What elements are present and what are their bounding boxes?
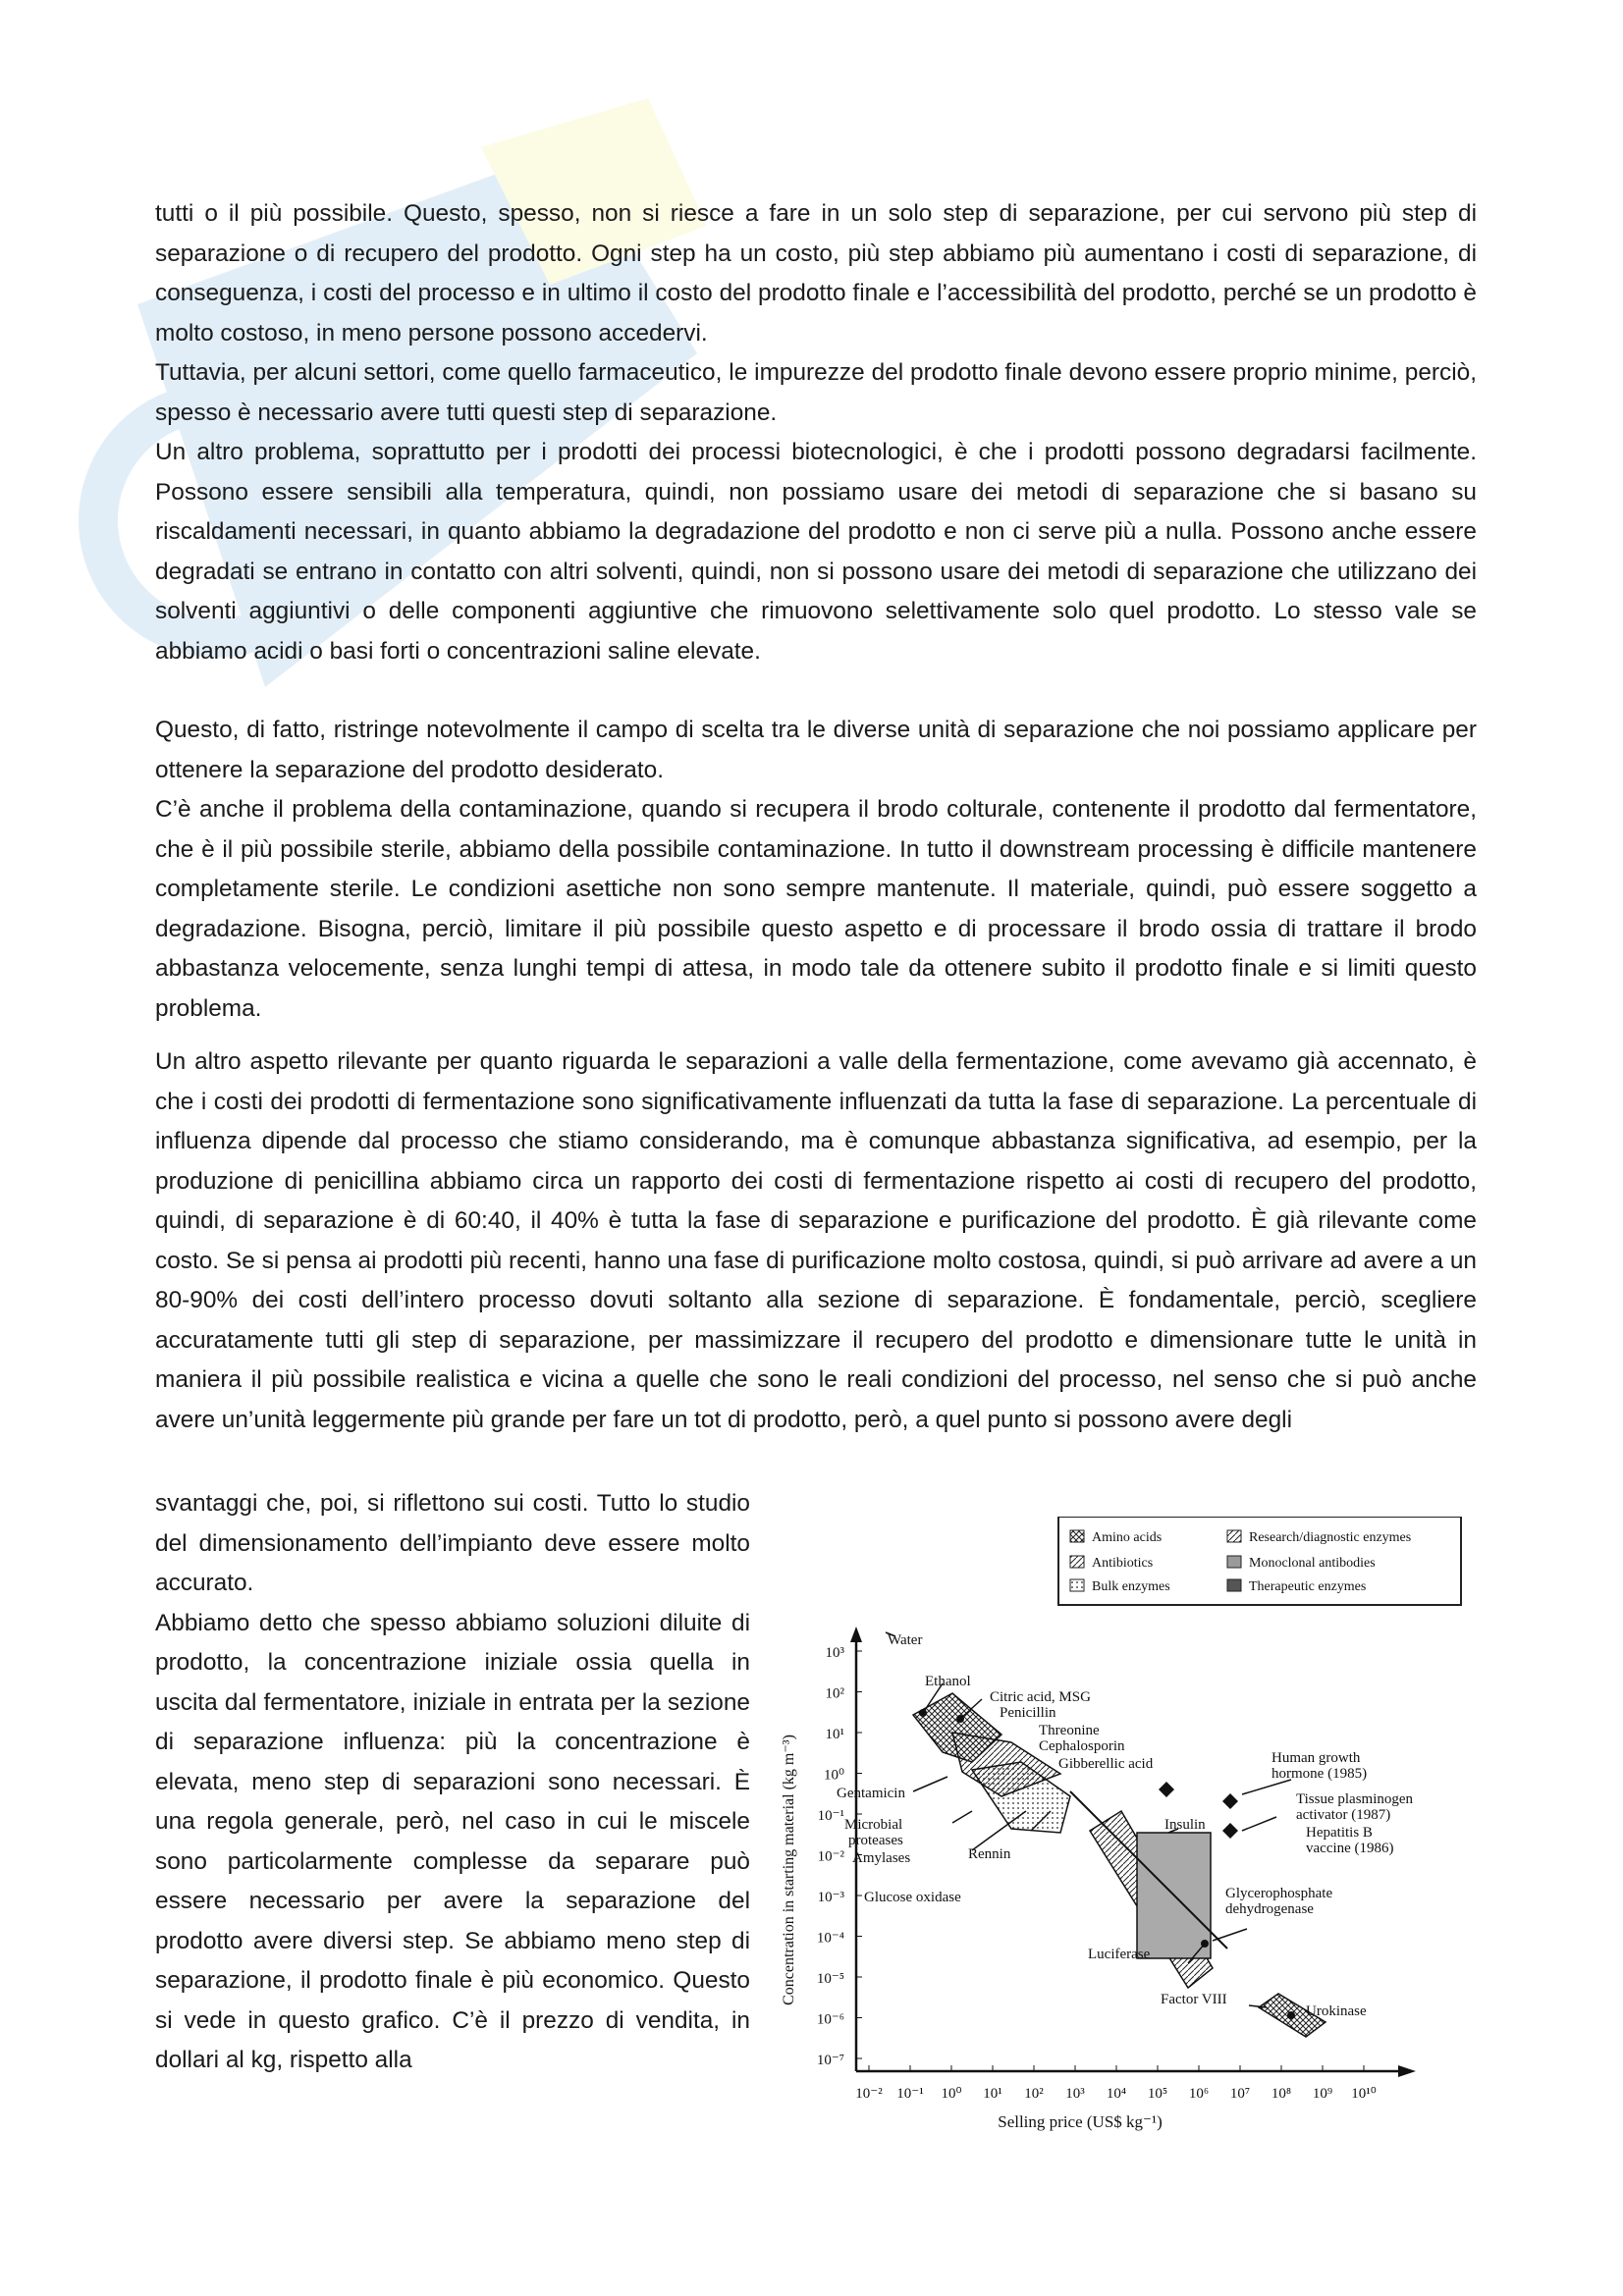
label-ethanol: Ethanol [925,1674,971,1689]
y-tick-label: 10⁻⁶ [816,2011,844,2028]
paragraph-2: Tuttavia, per alcuni settori, come quello farmaceutico, le impurezze del prodotto finale devono essere proprio minime, perciò, spesso è necessario avere tutti questi step di separazione. [155,359,1477,426]
paragraph-8: Abbiamo detto che spesso abbiamo soluzioni diluite di prodotto, la concentrazione iniziale ossia quella in uscita dal fermentatore, iniziale in entrata per la sezione di separazione influenza: più la concentrazione è elevata, meno step di separazioni sono necessari. È una regola generale, però, nel caso in cui le miscele sono particolarmente complesse da separare può essere necessario per avere la separazione del prodotto avere diversi step. Se abbiamo meno step di separazione, il prodotto finale è più economico. Questo si vede in questo grafico. C’è il prezzo di vendita, in dollari al kg, rispetto alla [155,1609,750,2073]
label-insulin: Insulin [1164,1817,1206,1833]
x-tick-label: 10¹ [983,2086,1002,2102]
y-tick-label: 10¹ [825,1727,844,1742]
label-citric: Citric acid, MSG [990,1689,1091,1705]
label-rennin: Rennin [968,1846,1011,1862]
paragraph-5: C’è anche il problema della contaminazione, quando si recupera il brodo colturale, contenente il prodotto dal fermentatore, che è il più possibile sterile, abbiamo della possibile contaminazione. In tutto il downstream processing è difficile mantenere completamente sterile. Le condizioni asettiche non sono sempre mantenute. Il materiale, quindi, può essere soggetto a degradazione. Bisogna, perciò, limitare il più possibile questo aspetto e di processare il brodo ossia di trattare il brodo abbastanza velocemente, senza lunghi tempi di attesa, in modo tale da ottenere subito il prodotto finale e si limiti questo problema. [155,796,1477,1022]
paragraph-6: Un altro aspetto rilevante per quanto riguarda le separazioni a valle della fermentazione, come avevamo già accennato, è che i costi dei prodotti di fermentazione sono significativamente influenzati da tutta la fase di separazione. La percentuale di influenza dipende dal processo che stiamo considerando, ma è comunque abbastanza significativa, ad esempio, per la produzione di penicillina abbiamo circa un rapporto dei costi di fermentazione rispetto ai costi di recupero del prodotto, quindi, di separazione è di 60:40, il 40% è tutta la fase di separazione e purificazione del prodotto. È già rilevante come costo. Se si pensa ai prodotti più recenti, hanno una fase di purificazione molto costosa, quindi, si può arrivare ad avere a un 80-90% dei costi dell’intero processo dovuti soltanto alla sezione di separazione. È fondamentale, perciò, scegliere accuratamente tutti gli step di separazione, per massimizzare il recupero del prodotto e dimensionare tutte le unità in maniera il più possibile realistica e vicina a quelle che sono le reali condizioni del processo, nel senso che si può anche avere un’unità leggermente più grande per fare un tot di prodotto, però, a quel punto si possono avere degli [155,1048,1477,1433]
label-tpa-1: Tissue plasminogen [1296,1791,1414,1807]
label-hgh-2: hormone (1985) [1271,1766,1368,1782]
main-text [155,194,1477,1440]
y-tick-label: 10⁻⁷ [816,2053,844,2068]
label-gibberellic: Gibberellic acid [1058,1756,1154,1772]
y-tick-label: 10⁰ [823,1767,844,1784]
x-tick-label: 10³ [1065,2086,1085,2102]
x-tick-label: 10⁷ [1229,2086,1251,2102]
price-concentration-figure [776,1517,1483,2145]
paragraph-3: Un altro problema, soprattutto per i prodotti dei processi biotecnologici, è che i prodotti possono degradarsi facilmente. Possono essere sensibili alla temperatura, quindi, non possiamo usare dei metodi di separazione che si basano su riscaldamenti necessari, in quanto abbiamo la degradazione del prodotto e non ci serve più a nulla. Possono anche essere degradati se entrano in contatto con altri solventi, quindi, non si possono usare dei metodi di separazione che utilizzano dei solventi aggiuntivi o delle componenti aggiuntive che rimuovono selettivamente solo quel prodotto. Lo stesso vale se abbiamo acidi o basi forti o concentrazioni saline elevate. [155,439,1477,665]
x-tick-label: 10¹⁰ [1351,2086,1377,2102]
label-penicillin: Penicillin [1000,1705,1056,1721]
paragraph-1: tutti o il più possibile. Questo, spesso, non si riesce a fare in un solo step di separazione, per cui servono più step di separazione o di recupero del prodotto. Ogni step ha un costo, più step abbiamo più aumentano i costi di separazione, di conseguenza, i costi del processo e in ultimo il costo del prodotto finale e l’accessibilità del prodotto, perché se un prodotto è molto costoso, in meno persone possono accedervi. [155,200,1477,347]
y-tick-label: 10³ [825,1645,844,1661]
legend-antibiotics: Antibiotics [1092,1556,1154,1571]
legend-therapeutic: Therapeutic enzymes [1249,1579,1367,1594]
label-water: Water [888,1632,923,1648]
label-tpa-2: activator (1987) [1296,1807,1391,1823]
x-tick-label: 10⁶ [1188,2086,1210,2102]
label-threonine: Threonine [1039,1723,1100,1738]
y-tick-label: 10² [825,1685,844,1702]
label-amylases: Amylases [852,1850,911,1866]
label-hep-2: vaccine (1986) [1306,1841,1394,1856]
label-hep-1: Hepatitis B [1306,1825,1373,1841]
y-tick-label: 10⁻⁵ [816,1971,844,1987]
label-glycero-2: dehydrogenase [1225,1901,1314,1917]
y-tick-label: 10⁻³ [817,1890,844,1905]
x-tick-label: 10⁻² [855,2086,883,2102]
legend-bulk-enzymes: Bulk enzymes [1092,1579,1170,1594]
label-luciferase: Luciferase [1088,1947,1151,1962]
column-text [155,1484,750,2081]
paragraph-4: Questo, di fatto, ristringe notevolmente il campo di scelta tra le diverse unità di separazione che noi possiamo applicare per ottenere la separazione del prodotto desiderato. [155,717,1477,783]
label-factor-viii: Factor VIII [1161,1992,1227,2007]
x-tick-label: 10⁴ [1106,2086,1127,2102]
y-axis-label: Concentration in starting material (kg m⁻³) [781,1735,797,2005]
paragraph-7: svantaggi che, poi, si riflettono sui costi. Tutto lo studio del dimensionamento dell’impianto deve essere molto accurato. [155,1490,750,1596]
label-cephalosporin: Cephalosporin [1039,1738,1125,1754]
x-axis-label: Selling price (US$ kg⁻¹) [998,2112,1163,2131]
x-tick-label: 10⁹ [1312,2086,1333,2102]
label-urokinase: Urokinase [1306,2003,1367,2019]
legend-amino-acids: Amino acids [1092,1530,1163,1545]
x-tick-label: 10⁸ [1271,2086,1292,2102]
label-hgh-1: Human growth [1271,1750,1361,1766]
label-proteases: proteases [848,1833,903,1848]
legend-research-enzymes: Research/diagnostic enzymes [1249,1530,1412,1545]
legend [1058,1517,1461,1605]
x-tick-label: 10⁻¹ [896,2086,924,2102]
legend-monoclonal: Monoclonal antibodies [1249,1556,1376,1571]
label-glycero-1: Glycerophosphate [1225,1886,1333,1901]
x-tick-label: 10⁰ [941,2086,962,2102]
y-tick-label: 10⁻¹ [817,1808,844,1824]
y-tick-label: 10⁻² [817,1848,844,1865]
label-microbial: Microbial [844,1817,903,1833]
label-glucose-oxidase: Glucose oxidase [864,1890,961,1905]
x-tick-label: 10² [1024,2086,1044,2102]
label-gentamicin: Gentamicin [837,1786,905,1801]
x-tick-label: 10⁵ [1147,2086,1168,2102]
y-tick-label: 10⁻⁴ [816,1930,844,1947]
